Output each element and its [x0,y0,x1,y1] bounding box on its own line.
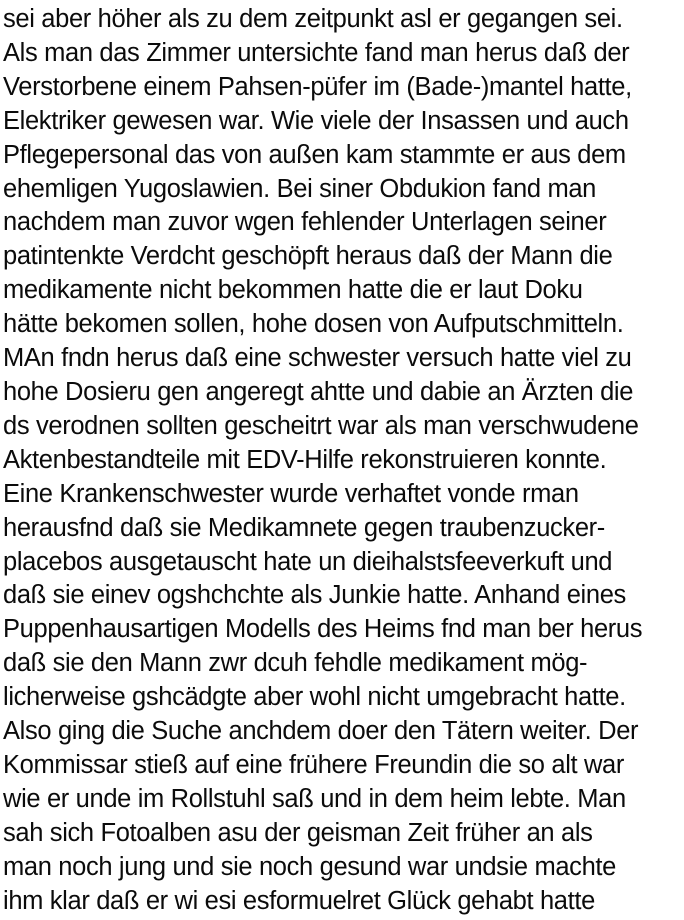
text-line: Puppenhausartigen Modells des Heims fnd man ber herus [3,615,643,644]
text-line: Eine Krankenschwester wurde verhaftet vonde rman [3,479,579,508]
text-line: Aktenbestandteile mit EDV-Hilfe rekonstruieren konnte. [3,445,607,474]
text-line: Verstorbene einem Pahsen-püfer im (Bade-)mantel hatte, [3,72,632,101]
text-line: MAn fndn herus daß eine schwester versuch hatte viel zu [3,344,632,373]
text-line: medikamente nicht bekommen hatte die er laut Doku [3,276,583,305]
text-line: hätte bekomen sollen, hohe dosen von Aufputschmitteln. [3,310,624,339]
text-line: wie er unde im Rollstuhl saß und in dem heim lebte. Man [3,784,626,813]
text-line: ihm klar daß er wi esi esformuelret Glück gehabt hatte [3,886,595,915]
text-line: placebos ausgetauscht hate un dieihalstsfeeverkuft und [3,547,613,576]
text-line: Elektriker gewesen war. Wie viele der Insassen und auch [3,106,629,135]
text-line: Pflegepersonal das von außen kam stammte er aus dem [3,140,626,169]
text-line: nachdem man zuvor wgen fehlender Unterlagen seiner [3,208,607,237]
text-line: man noch jung und sie noch gesund war undsie machte [3,852,616,881]
text-line: Kommissar stieß auf eine frühere Freundin die so alt war [3,750,625,779]
text-line: ehemligen Yugoslawien. Bei siner Obdukion fand man [3,174,597,203]
text-line: sei aber höher als zu dem zeitpunkt asl er gegangen sei. [3,5,623,33]
text-line: sah sich Fotoalben asu der geisman Zeit früher an als [3,818,593,847]
text-line: patintenkte Verdcht geschöpft heraus daß der Mann die [3,242,613,271]
text-line: Also ging die Suche anchdem doer den Tätern weiter. Der [3,717,639,746]
text-line: Als man das Zimmer untersichte fand man herus daß der [3,38,630,67]
text-line: herausfnd daß sie Medikamnete gegen traubenzucker- [3,513,605,542]
text-line: daß sie einev ogshchchte als Junkie hatte. Anhand eines [3,581,626,610]
text-line: hohe Dosieru gen angeregt ahtte und dabie an Ärzten die [3,377,634,406]
text-line: licherweise gshcädgte aber wohl nicht umgebracht hatte. [3,683,626,712]
text-line: daß sie den Mann zwr dcuh fehdle medikament mög- [3,649,588,678]
text-line: ds verodnen sollten gescheitrt war als man verschwudene [3,411,639,440]
